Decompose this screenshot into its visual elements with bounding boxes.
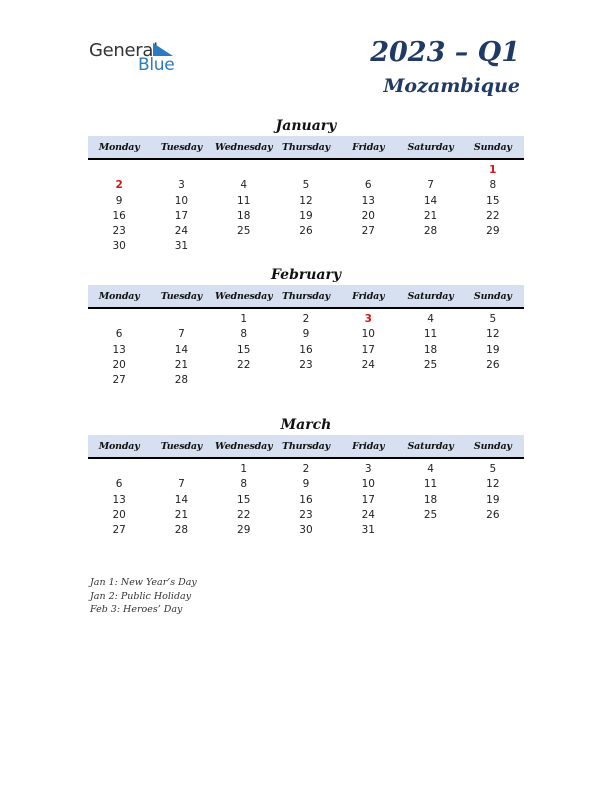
weekday-header-row [88,285,524,309]
day-cell: 5 [302,179,310,192]
week-row [88,163,524,178]
day-cell: 26 [486,358,500,371]
weekday-label: Friday [352,440,385,452]
day-cell: 6 [364,179,372,192]
empty-day-cell [399,239,461,254]
week-row [88,477,524,492]
weekday-label: Thursday [282,290,330,302]
day-cell: 31 [174,240,189,253]
empty-day-cell [275,373,337,388]
empty-day-cell [399,523,461,538]
day-cell: 11 [423,478,438,491]
week-row [88,194,524,209]
day-cell: 22 [237,508,251,521]
day-cell: 10 [361,328,375,341]
holiday-note: Feb 3: Heroes’ Day [90,604,183,615]
day-cell: 30 [112,240,126,253]
day-cell: 25 [423,358,438,371]
day-cell: 3 [178,179,185,192]
holiday-day-cell: 1 [489,164,497,176]
week-row [88,343,524,358]
week-row [88,224,524,239]
day-cell: 7 [178,328,185,341]
day-cell: 12 [486,328,500,341]
day-cell: 13 [112,343,126,356]
empty-day-cell [88,312,150,327]
weekday-label: Tuesday [160,440,203,452]
day-cell: 10 [361,478,375,491]
country-name: Mozambique [383,75,520,97]
day-cell: 2 [302,463,310,475]
weekday-label: Tuesday [160,141,203,153]
day-cell: 23 [112,225,126,238]
day-cell: 15 [237,493,251,506]
day-cell: 8 [240,478,248,491]
empty-day-cell [399,373,461,388]
day-cell: 21 [423,209,438,222]
month-block-january [88,117,524,255]
weekday-label: Sunday [473,440,512,452]
week-row [88,508,524,523]
empty-day-cell [150,312,212,327]
general-blue-logo [89,40,189,76]
day-cell: 21 [174,508,189,521]
month-title: February [270,267,341,283]
weekday-label: Sunday [473,141,512,153]
day-cell: 6 [115,478,123,491]
weekday-label: Wednesday [215,440,273,452]
day-cell: 26 [299,225,313,238]
day-cell: 6 [115,328,123,341]
weekday-label: Saturday [407,440,454,452]
empty-day-cell [462,523,524,538]
day-cell: 9 [302,478,310,491]
weekday-label: Saturday [407,290,454,302]
day-cell: 14 [174,343,189,356]
empty-day-cell [213,373,275,388]
day-cell: 4 [240,179,248,192]
day-cell: 7 [178,478,185,491]
day-cell: 1 [240,313,248,325]
day-cell: 19 [486,493,500,506]
weeks-container [88,309,524,388]
weekday-label: Friday [352,141,385,153]
day-cell: 1 [240,463,248,475]
empty-day-cell [150,462,212,477]
empty-day-cell [462,239,524,254]
day-cell: 20 [112,358,126,371]
page-title: 2023 – Q1 [370,37,520,68]
day-cell: 11 [237,194,251,207]
day-cell: 14 [423,194,438,207]
day-cell: 24 [361,358,375,371]
day-cell: 3 [364,463,372,475]
week-row [88,327,524,342]
holiday-day-cell: 2 [115,179,123,192]
empty-day-cell [337,239,399,254]
holiday-note: Jan 2: Public Holiday [90,590,192,602]
day-cell: 9 [302,328,310,341]
week-row [88,523,524,538]
empty-day-cell [399,163,461,178]
day-cell: 15 [486,194,500,207]
day-cell: 7 [427,179,434,192]
day-cell: 13 [112,493,126,506]
empty-day-cell [88,163,150,178]
empty-day-cell [337,373,399,388]
day-cell: 5 [489,463,497,475]
day-cell: 27 [361,225,375,238]
week-row [88,239,524,254]
weekday-header-row [88,435,524,459]
empty-day-cell [337,163,399,178]
day-cell: 29 [486,225,500,238]
day-cell: 18 [237,209,251,222]
day-cell: 26 [486,508,500,521]
day-cell: 21 [174,358,189,371]
week-row [88,312,524,327]
weekday-label: Saturday [407,141,454,153]
day-cell: 16 [299,343,313,356]
day-cell: 13 [361,194,375,207]
holiday-day-cell: 3 [364,313,372,325]
day-cell: 19 [486,343,500,356]
empty-day-cell [462,373,524,388]
day-cell: 28 [423,225,438,238]
day-cell: 16 [112,209,126,222]
day-cell: 12 [486,478,500,491]
month-title: March [280,417,332,433]
day-cell: 29 [237,524,251,537]
week-row [88,209,524,224]
day-cell: 10 [174,194,189,207]
empty-day-cell [213,163,275,178]
day-cell: 16 [299,493,313,506]
week-row [88,373,524,388]
holiday-note: Jan 1: New Year’s Day [90,577,197,588]
day-cell: 27 [112,524,126,537]
day-cell: 24 [174,225,189,238]
day-cell: 23 [299,508,313,521]
day-cell: 25 [423,508,438,521]
empty-day-cell [150,163,212,178]
day-cell: 19 [299,209,313,222]
day-cell: 28 [174,524,189,537]
month-block-march [88,416,524,538]
day-cell: 23 [299,358,313,371]
day-cell: 18 [423,493,438,506]
day-cell: 12 [299,194,313,207]
weekday-label: Sunday [473,290,512,302]
weekday-header-row [88,136,524,160]
day-cell: 22 [237,358,251,371]
day-cell: 17 [361,493,375,506]
weekday-label: Wednesday [215,290,273,302]
day-cell: 4 [427,463,434,475]
day-cell: 4 [427,313,434,325]
week-row [88,178,524,193]
month-title: January [275,118,337,134]
day-cell: 25 [237,225,251,238]
weekday-label: Thursday [282,141,330,153]
day-cell: 2 [302,313,310,325]
weeks-container [88,160,524,255]
weekday-label: Wednesday [215,141,273,153]
holiday-notes [90,576,197,617]
weekday-label: Friday [352,290,385,302]
week-row [88,462,524,477]
day-cell: 22 [486,209,500,222]
week-row [88,493,524,508]
day-cell: 18 [423,343,438,356]
day-cell: 30 [299,524,313,537]
day-cell: 17 [361,343,375,356]
weekday-label: Thursday [282,440,330,452]
weekday-label: Monday [98,290,140,302]
empty-day-cell [88,462,150,477]
day-cell: 15 [237,343,251,356]
empty-day-cell [213,239,275,254]
weekday-label: Monday [98,141,140,153]
month-block-february [88,266,524,388]
day-cell: 9 [115,194,123,207]
weekday-label: Tuesday [160,290,203,302]
day-cell: 8 [489,179,497,192]
day-cell: 17 [174,209,189,222]
day-cell: 11 [423,328,438,341]
weeks-container [88,459,524,538]
day-cell: 5 [489,313,497,325]
logo-blue-text: Blue [138,55,175,75]
day-cell: 31 [361,524,375,537]
day-cell: 20 [361,209,375,222]
day-cell: 8 [240,328,248,341]
weekday-label: Monday [98,440,140,452]
day-cell: 20 [112,508,126,521]
day-cell: 24 [361,508,375,521]
day-cell: 28 [174,374,189,387]
day-cell: 27 [112,374,126,387]
empty-day-cell [275,239,337,254]
week-row [88,358,524,373]
day-cell: 14 [174,493,189,506]
logo-general-text: General [89,40,158,61]
empty-day-cell [275,163,337,178]
